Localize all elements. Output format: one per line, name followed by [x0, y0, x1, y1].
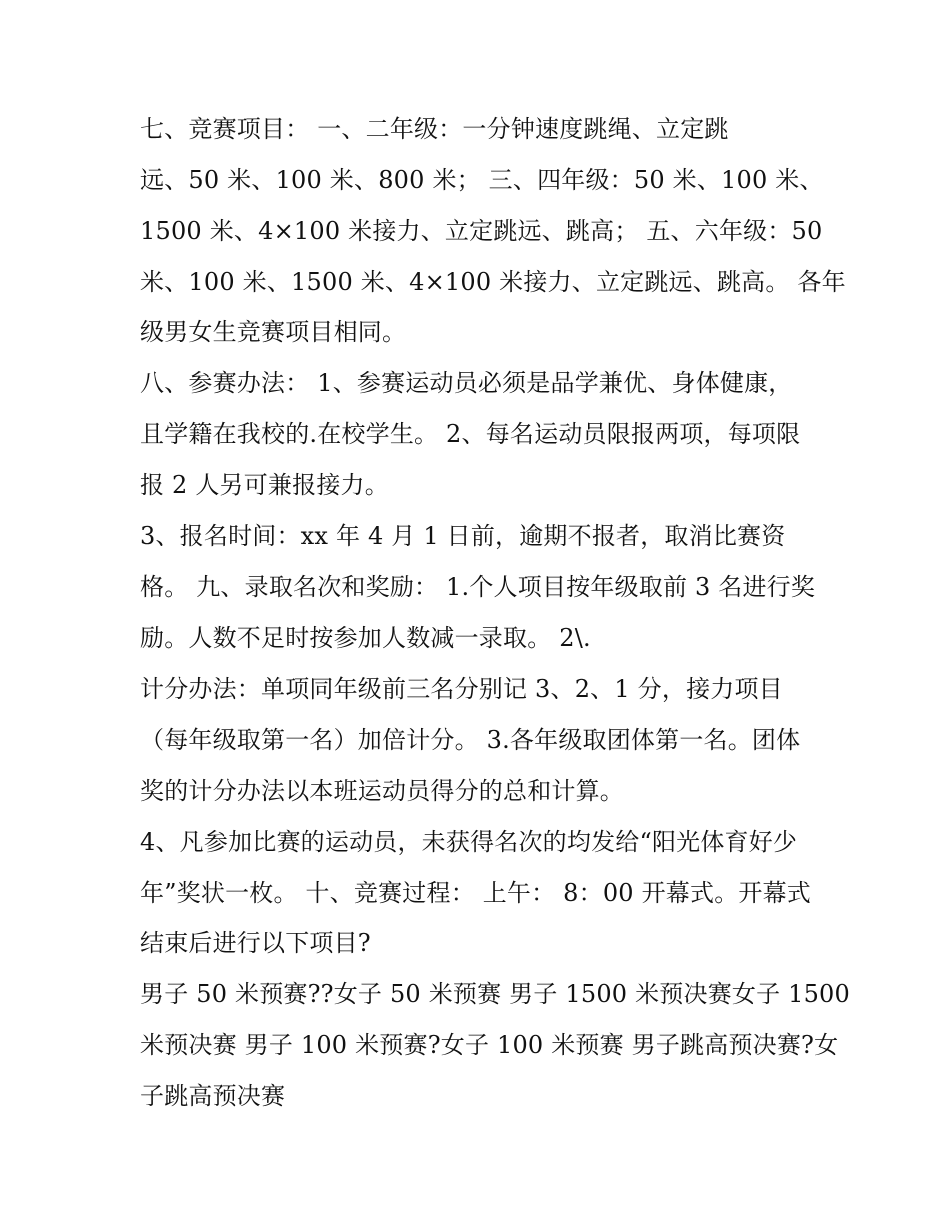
- text-line: 米预决赛 男子 100 米预赛?女子 100 米预赛 男子跳高预决赛?女: [140, 1031, 839, 1059]
- text-line: 励。人数不足时按参加人数减一录取。 2\.: [140, 624, 591, 652]
- text-line: 1500 米、4×100 米接力、立定跳远、跳高； 五、六年级：50: [140, 217, 823, 245]
- text-line: 远、50 米、100 米、800 米； 三、四年级：50 米、100 米、: [140, 166, 824, 194]
- text-line: 计分办法：单项同年级前三名分别记 3、2、1 分，接力项目: [140, 675, 783, 703]
- text-line: （每年级取第一名）加倍计分。 3.各年级取团体第一名。团体: [140, 726, 801, 754]
- text-line: 且学籍在我校的.在校学生。 2、每名运动员限报两项，每项限: [140, 420, 801, 448]
- text-line: 八、参赛办法： 1、参赛运动员必须是品学兼优、身体健康，: [140, 369, 793, 397]
- text-line: 七、竞赛项目： 一、二年级：一分钟速度跳绳、立定跳: [140, 115, 729, 143]
- text-line: 米、100 米、1500 米、4×100 米接力、立定跳远、跳高。 各年: [140, 268, 846, 296]
- text-line: 奖的计分办法以本班运动员得分的总和计算。: [140, 777, 624, 805]
- text-line: 格。 九、录取名次和奖励： 1.个人项目按年级取前 3 名进行奖: [140, 573, 816, 601]
- text-line: 4、凡参加比赛的运动员，未获得名次的均发给“阳光体育好少: [140, 828, 798, 856]
- text-line: 3、报名时间：xx 年 4 月 1 日前，逾期不报者，取消比赛资: [140, 522, 786, 550]
- text-line: 年”奖状一枚。 十、竞赛过程： 上午： 8：00 开幕式。开幕式: [140, 879, 811, 907]
- text-line: 子跳高预决赛: [140, 1082, 286, 1110]
- text-line: 男子 50 米预赛??女子 50 米预赛 男子 1500 米预决赛女子 1500: [140, 980, 850, 1008]
- text-line: 报 2 人另可兼报接力。: [140, 471, 389, 499]
- text-line: 结束后进行以下项目?: [140, 929, 371, 957]
- text-line: 级男女生竞赛项目相同。: [140, 318, 407, 346]
